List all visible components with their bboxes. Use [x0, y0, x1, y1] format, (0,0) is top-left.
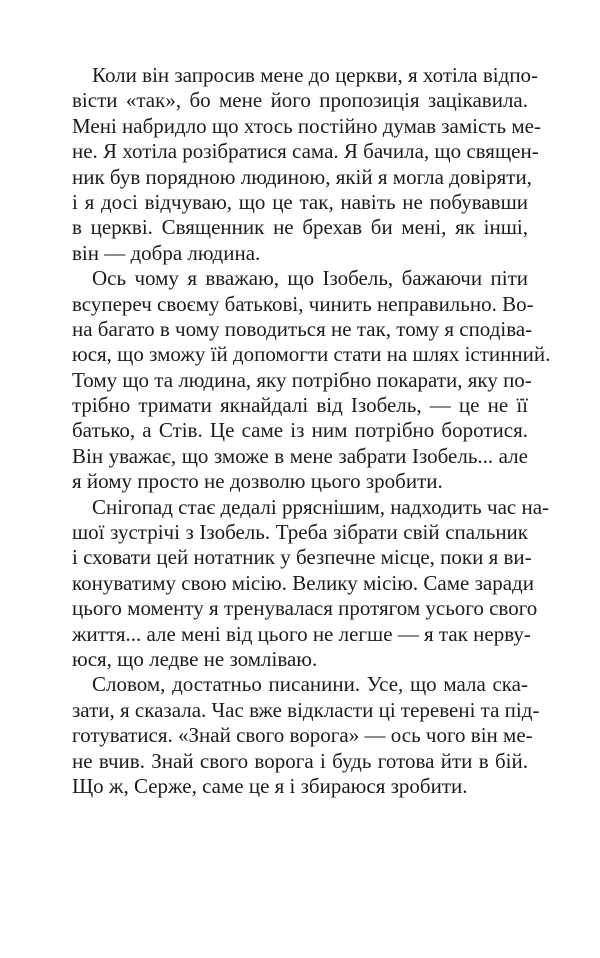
text-line: готуватися. «Знай свого ворога» — ось чого він ме-	[72, 723, 533, 748]
text-line: всупереч своєму батькові, чинить неправильно. Во-	[72, 291, 534, 316]
paragraph-4	[72, 672, 540, 799]
text-line: і я досі відчуваю, що це так, навіть не побувавши	[72, 189, 528, 214]
text-line: не вчив. Знай свого ворога і будь готова йти в бій.	[72, 748, 528, 773]
text-line: Снігопад стає дедалі рряснішим, надходить час на-	[92, 494, 550, 519]
text-line: юся, що ледве не зомліваю.	[72, 646, 318, 671]
text-line: я йому просто не дозволю цього зробити.	[72, 469, 443, 494]
text-line: Словом, достатньо писанини. Усе, що мала ска-	[92, 672, 528, 697]
text-line: юся, що зможу їй допомогти стати на шлях істинний.	[72, 342, 551, 367]
text-line: він — добра людина.	[72, 240, 261, 265]
text-line: Коли він запросив мене до церкви, я хотіла відпо-	[92, 63, 539, 87]
text-line: Ось чому я вважаю, що Ізобель, бажаючи піти	[92, 266, 528, 291]
text-line: ник був порядною людиною, якій я могла довіряти,	[72, 164, 532, 189]
text-line: вісти «так», бо мене його пропозиція зацікавила.	[72, 88, 528, 113]
text-line: зати, я сказала. Час вже відкласти ці теревені та під-	[72, 697, 540, 722]
text-line: і сховати цей нотатник у безпечне місце, поки я ви-	[72, 545, 532, 570]
text-line: батько, а Стів. Це саме із ним потрібно боротися.	[72, 418, 528, 443]
text-line: Мені набридло що хтось постійно думав замість ме-	[72, 113, 541, 138]
paragraph-1	[72, 63, 541, 266]
paragraph-2	[72, 266, 551, 495]
text-line: не. Я хотіла розібратися сама. Я бачила, що священ-	[72, 139, 539, 164]
text-line: трібно тримати якнайдалі від Ізобель, — це не її	[72, 393, 528, 418]
text-line: в церкві. Священник не брехав би мені, як інші,	[72, 215, 528, 240]
text-line: Він уважає, що зможе в мене забрати Ізобель... але	[72, 443, 528, 468]
text-line: життя... але мені від цього не легше — я так нерву-	[72, 621, 531, 646]
text-line: Тому що та людина, яку потрібно покарати, яку по-	[72, 367, 532, 392]
paragraph-3	[72, 494, 550, 673]
text-line: конуватиму свою місію. Велику місію. Саме заради	[72, 570, 534, 595]
text-line: цього моменту я тренувалася протягом усього свого	[72, 596, 538, 621]
page-body-text	[72, 63, 551, 799]
text-line: на багато в чому поводиться не так, тому я сподіва-	[72, 316, 533, 341]
text-line: шої зустрічі з Ізобель. Треба зібрати свій спальник	[72, 520, 528, 545]
text-line: Що ж, Серже, саме це я і збираюся зробити.	[72, 773, 468, 798]
